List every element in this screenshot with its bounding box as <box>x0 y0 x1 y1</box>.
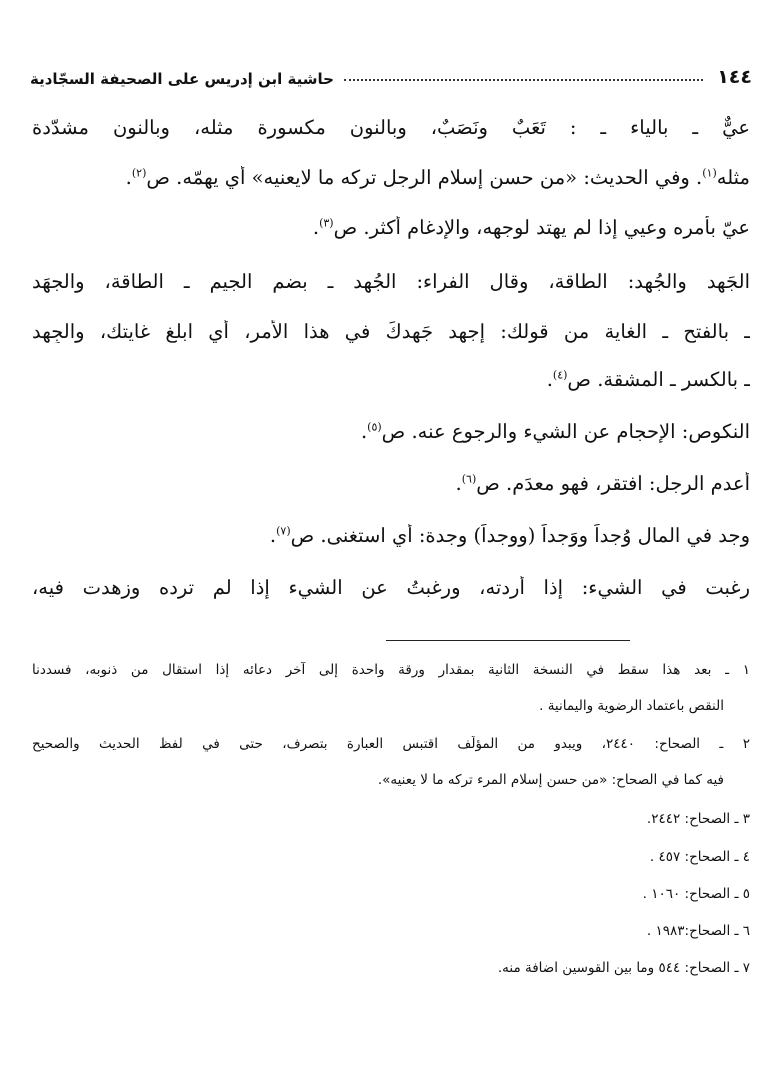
body-line-1 <box>32 116 750 139</box>
footnote-separator <box>386 640 630 641</box>
footnote-marker: (٦) <box>461 472 477 486</box>
footnote-text: ٣ ـ الصحاح: ٢٤٤٢. <box>646 811 750 827</box>
body-text: . <box>455 472 462 495</box>
footnote-marker: (٢) <box>131 166 147 180</box>
footnote-text: فيه كما في الصحاح: «من حسن إسلام المرء تركه ما لا يعنيه». <box>377 772 724 788</box>
body-text: . <box>546 368 553 391</box>
footnote-marker: (١) <box>702 166 717 180</box>
body-text: . <box>360 420 368 443</box>
body-text: . <box>312 216 320 239</box>
footnote-text: ٢ ـ الصحاح: ٢٤٤٠، ويبدو من المؤلّف اقتبس العبارة بتصرف، حتى في لفظ الحديث والصحيح <box>32 736 750 752</box>
body-text: رغبت في الشيء: إذا أردته، ورغبتُ عن الشيء إذا لم ترده وزهدت فيه، <box>32 576 750 599</box>
footnote-text: ٦ ـ الصحاح:١٩٨٣ . <box>646 923 750 939</box>
body-text: . وفي الحديث: «من حسن إسلام الرجل تركه ما لايعنيه» أي يهمّه. ص <box>146 166 703 189</box>
body-line-7 <box>32 420 750 443</box>
footnote-2 <box>32 736 750 752</box>
body-line-6 <box>32 368 750 391</box>
body-text: وجد في المال وُجداً ووَجداً (ووِجداً) وجدة: أي استغنى. ص <box>290 524 750 547</box>
body-line-10 <box>32 576 750 599</box>
footnote-5 <box>32 886 750 902</box>
body-text: عيٌّ ـ بالياء ـ : تَعَبٌ ونَصَبٌ، وبالنون مكسورة مثله، وبالنون مشدّدة <box>32 116 750 139</box>
footnote-marker: (٤) <box>552 368 568 382</box>
body-line-4 <box>32 270 750 293</box>
footnote-7 <box>32 960 750 976</box>
running-title: حاشية ابن إدريس على الصحيفة السجّادية <box>30 70 334 88</box>
body-text: أعدم الرجل: افتقر، فهو معدَم. ص <box>476 472 750 495</box>
footnote-3 <box>32 811 750 827</box>
body-line-5 <box>32 320 750 343</box>
footnote-2-continued <box>32 772 724 788</box>
body-text: ـ بالكسر ـ المشقة. ص <box>567 368 750 391</box>
footnote-marker: (٣) <box>319 216 334 230</box>
footnote-text: ٤ ـ الصحاح: ٤٥٧ . <box>649 849 750 865</box>
body-line-3 <box>32 216 750 239</box>
running-header <box>30 62 752 88</box>
body-text: الجَهد والجُهد: الطاقة، وقال الفراء: الجُهد ـ بضم الجيم ـ الطاقة، والجهَد <box>32 270 750 293</box>
body-text: عيّ بأمره وعيي إذا لم يهتد لوجهه، والإدغام أكثر. ص <box>333 216 750 239</box>
footnote-text: ١ ـ بعد هذا سقط في النسخة الثانية بمقدار ورقة واحدة إلى آخر دعائه إذا استقال من ذنوبه، فسددنا <box>32 662 750 678</box>
footnote-text: ٥ ـ الصحاح: ١٠٦٠ . <box>642 886 750 902</box>
footnote-marker: (٥) <box>367 420 382 434</box>
footnote-marker: (٧) <box>276 524 291 538</box>
body-text: . <box>269 524 277 547</box>
body-line-2 <box>32 166 750 189</box>
footnote-text: ٧ ـ الصحاح: ٥٤٤ وما بين القوسين اضافة منه. <box>497 960 750 976</box>
footnote-text: النقص باعتماد الرضوية واليمانية . <box>539 698 724 714</box>
body-line-9 <box>32 524 750 547</box>
body-text: مثله <box>716 166 750 189</box>
footnote-1 <box>32 662 750 678</box>
body-line-8 <box>32 472 750 495</box>
body-text: . <box>125 166 132 189</box>
footnote-4 <box>32 849 750 865</box>
dotted-leader <box>344 79 703 81</box>
page-number: ١٤٤ <box>717 66 752 88</box>
footnote-1-continued <box>32 698 724 714</box>
body-text: ـ بالفتح ـ الغاية من قولك: إجهد جَهدكَ في هذا الأمر، أي ابلغ غايتك، والجِهد <box>32 320 750 343</box>
body-text: النكوص: الإحجام عن الشيء والرجوع عنه. ص <box>381 420 750 443</box>
footnote-6 <box>32 923 750 939</box>
